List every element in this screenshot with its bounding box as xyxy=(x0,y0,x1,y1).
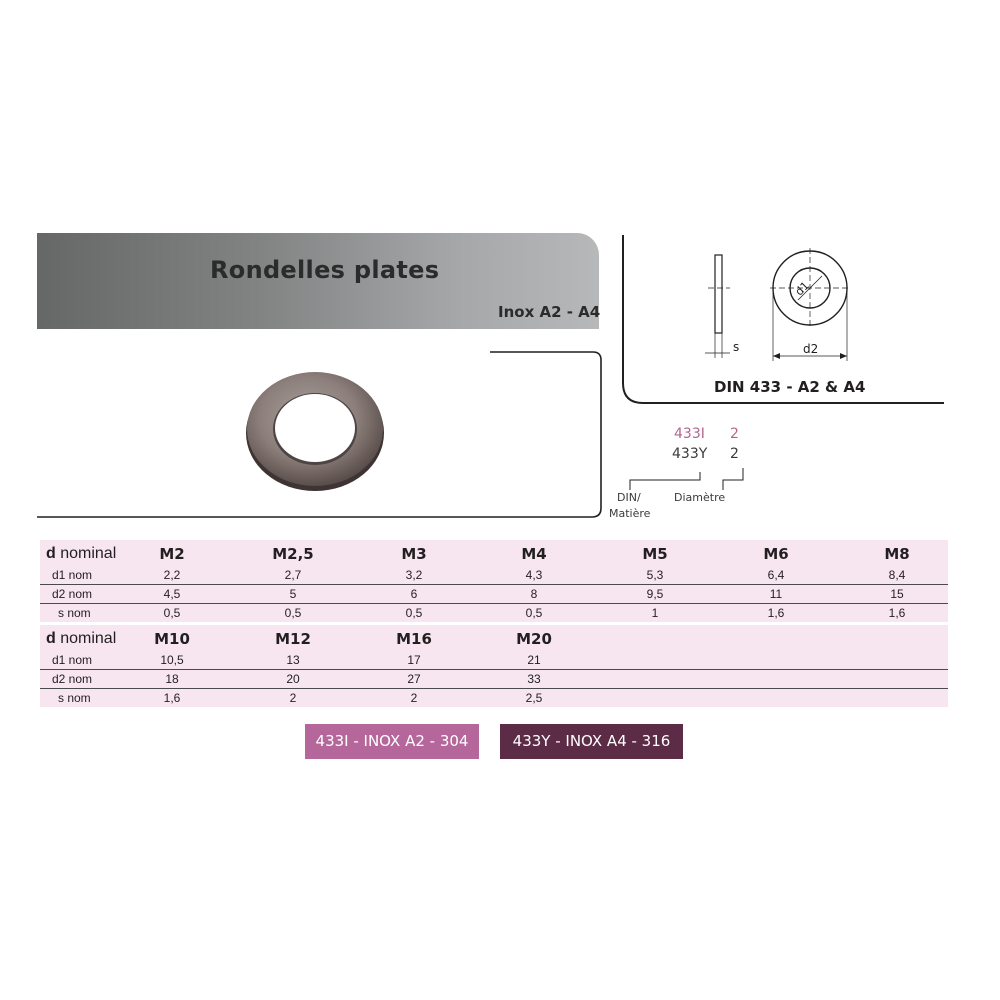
d2-dimension-label: d2 xyxy=(803,342,819,356)
table-header-row xyxy=(40,540,948,566)
table-cell: 15 xyxy=(890,587,904,601)
table-cell: 2 xyxy=(410,691,418,705)
header-label: d nominal xyxy=(46,630,117,647)
table-row xyxy=(40,651,948,670)
table-cell: 8,4 xyxy=(888,568,906,582)
table-cell: 1,6 xyxy=(767,606,785,620)
table-cell: 10,5 xyxy=(160,653,184,667)
table-cell: 17 xyxy=(407,653,421,667)
table-cell: 20 xyxy=(286,672,300,686)
column-header: M10 xyxy=(154,630,190,648)
table-cell: 3,2 xyxy=(405,568,423,582)
code-a4: 433Y xyxy=(672,446,708,462)
table-cell: 1 xyxy=(651,606,659,620)
column-header: M16 xyxy=(396,630,432,648)
row-label: d2 nom xyxy=(52,672,93,686)
table-cell: 2 xyxy=(289,691,297,705)
row-label: s nom xyxy=(58,606,91,620)
table-cell: 2,5 xyxy=(525,691,543,705)
column-header: M6 xyxy=(763,545,789,563)
norm-label: DIN 433 - A2 & A4 xyxy=(714,378,866,396)
column-header: M3 xyxy=(401,545,427,563)
column-header: M4 xyxy=(521,545,547,563)
table-cell: 2,2 xyxy=(163,568,181,582)
code-a2: 433I xyxy=(674,426,705,442)
table-row xyxy=(40,604,948,622)
table-cell: 0,5 xyxy=(284,606,302,620)
table-cell: 4,5 xyxy=(163,587,181,601)
table-cell: 0,5 xyxy=(525,606,543,620)
table-cell: 6 xyxy=(410,587,418,601)
din-label: DIN/ xyxy=(617,491,641,504)
table-cell: 5 xyxy=(289,587,297,601)
dimension-table-1 xyxy=(40,540,948,622)
column-header: M20 xyxy=(516,630,552,648)
page-title: Rondelles plates xyxy=(210,256,440,284)
column-header: M12 xyxy=(275,630,311,648)
table-cell: 13 xyxy=(286,653,300,667)
table-cell: 6,4 xyxy=(767,568,785,582)
column-header: M8 xyxy=(884,545,910,563)
table-cell: 1,6 xyxy=(888,606,906,620)
table-cell: 2,7 xyxy=(284,568,302,582)
row-label: d2 nom xyxy=(52,587,93,601)
dimension-table-2 xyxy=(40,625,948,707)
diameter-a2: 2 xyxy=(730,426,739,442)
header-label: d nominal xyxy=(46,545,117,562)
table-cell: 27 xyxy=(407,672,421,686)
row-label: s nom xyxy=(58,691,91,705)
badge-inox-a2: 433I - INOX A2 - 304 xyxy=(305,724,479,759)
table-cell: 18 xyxy=(165,672,179,686)
table-row xyxy=(40,670,948,689)
d1-dimension-label: d1 xyxy=(792,279,812,299)
row-label: d1 nom xyxy=(52,653,93,667)
table-header-row xyxy=(40,625,948,651)
table-cell: 8 xyxy=(530,587,538,601)
table-cell: 4,3 xyxy=(525,568,543,582)
s-dimension-label: s xyxy=(733,340,740,354)
table-cell: 11 xyxy=(769,587,783,601)
table-cell: 1,6 xyxy=(163,691,181,705)
washer-photo xyxy=(245,367,385,492)
diameter-label: Diamètre xyxy=(674,491,726,504)
table-row xyxy=(40,689,948,707)
badge-inox-a4: 433Y - INOX A4 - 316 xyxy=(500,724,683,759)
table-cell: 0,5 xyxy=(163,606,181,620)
material-label: Matière xyxy=(609,507,651,520)
diameter-a4: 2 xyxy=(730,446,739,462)
table-cell: 0,5 xyxy=(405,606,423,620)
code-legend-brackets xyxy=(600,460,760,495)
column-header: M5 xyxy=(642,545,668,563)
table-row xyxy=(40,566,948,585)
table-cell: 9,5 xyxy=(646,587,664,601)
table-cell: 21 xyxy=(527,653,541,667)
table-cell: 33 xyxy=(527,672,541,686)
row-label: d1 nom xyxy=(52,568,93,582)
material-subtitle: Inox A2 - A4 xyxy=(498,303,601,321)
column-header: M2 xyxy=(159,545,185,563)
table-row xyxy=(40,585,948,604)
column-header: M2,5 xyxy=(272,545,314,563)
table-cell: 5,3 xyxy=(646,568,664,582)
